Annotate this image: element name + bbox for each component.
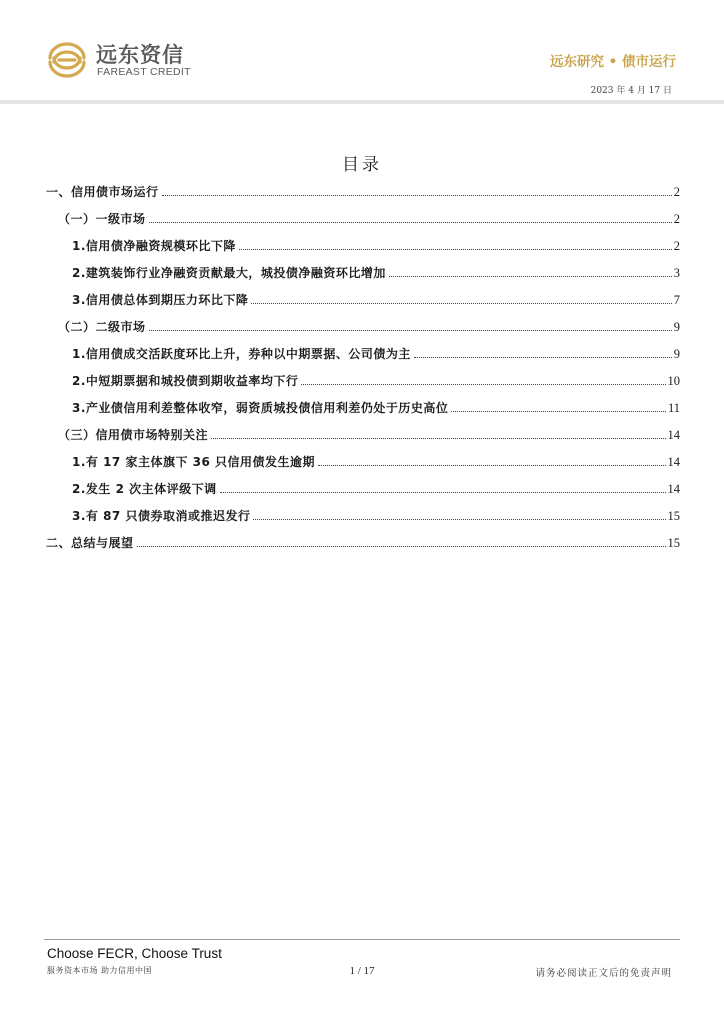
report-series: 远东研究 • 债市运行	[549, 54, 676, 70]
page-header	[0, 0, 724, 108]
footer-slogan-chinese: 服务资本市场 助力信用中国	[47, 966, 153, 975]
toc-leader-dots	[211, 437, 665, 439]
toc-leader-dots	[301, 383, 665, 385]
toc-entry[interactable]	[72, 288, 680, 308]
toc-entry-page: 10	[667, 374, 680, 388]
toc-entry[interactable]	[72, 450, 680, 470]
toc-entry[interactable]	[58, 207, 680, 227]
toc-entry[interactable]	[72, 504, 680, 524]
toc-entry[interactable]	[46, 180, 680, 200]
header-divider	[0, 100, 724, 104]
company-logo	[44, 38, 194, 82]
toc-entry-text: 1.有 17 家主体旗下 36 只信用债发生逾期	[72, 455, 316, 469]
toc-entry-page: 15	[667, 509, 680, 523]
toc-entry-page: 15	[667, 536, 680, 550]
toc-entry-page: 14	[667, 428, 680, 442]
toc-entry-page: 11	[667, 401, 680, 415]
toc-leader-dots	[451, 410, 666, 412]
toc-entry-page: 7	[673, 293, 680, 307]
toc-leader-dots	[162, 194, 672, 196]
toc-leader-dots	[149, 221, 672, 223]
toc-entry-text: （一）一级市场	[58, 212, 146, 226]
toc-entry-text: 3.有 87 只债券取消或推迟发行	[72, 509, 251, 523]
toc-entry-text: （二）二级市场	[58, 320, 146, 334]
toc-entry-page: 2	[673, 185, 680, 199]
toc-entry-page: 3	[673, 266, 680, 280]
toc-entry-text: 1.信用债成交活跃度环比上升，券种以中期票据、公司债为主	[72, 347, 411, 361]
logo-chinese-name: 远东资信	[96, 43, 184, 67]
toc-entry-page: 2	[673, 212, 680, 226]
toc-entry[interactable]	[58, 423, 680, 443]
toc-entry-text: 二、总结与展望	[46, 536, 134, 550]
report-date: 2023 年 4 月 17 日	[590, 86, 672, 96]
toc-entry[interactable]	[72, 234, 680, 254]
toc-entry-page: 14	[667, 482, 680, 496]
toc-entry[interactable]	[72, 477, 680, 497]
toc-leader-dots	[253, 518, 665, 520]
footer-slogan: Choose FECR, Choose Trust	[47, 946, 222, 961]
toc-entry-text: 2.中短期票据和城投债到期收益率均下行	[72, 374, 299, 388]
toc-entry-text: （三）信用债市场特别关注	[58, 428, 209, 442]
footer-disclaimer: 请务必阅读正文后的免责声明	[535, 968, 672, 979]
toc-entry-text: 一、信用债市场运行	[46, 185, 159, 199]
toc-entry[interactable]	[72, 369, 680, 389]
toc-title: 目录	[342, 155, 382, 175]
page-number: 1 / 17	[349, 965, 375, 977]
toc-entry-page: 9	[673, 320, 680, 334]
toc-leader-dots	[414, 356, 672, 358]
toc-entry-text: 2.发生 2 次主体评级下调	[72, 482, 217, 496]
toc-leader-dots	[239, 248, 672, 250]
toc-entry-text: 1.信用债净融资规模环比下降	[72, 239, 236, 253]
toc-entry[interactable]	[72, 342, 680, 362]
toc-leader-dots	[251, 302, 671, 304]
toc-entry-page: 2	[673, 239, 680, 253]
toc-entry-text: 2.建筑装饰行业净融资贡献最大，城投债净融资环比增加	[72, 266, 386, 280]
toc-leader-dots	[318, 464, 665, 466]
toc-leader-dots	[389, 275, 672, 277]
toc-leader-dots	[137, 545, 666, 547]
toc-entry-text: 3.信用债总体到期压力环比下降	[72, 293, 249, 307]
logo-english-name: FAREAST CREDIT	[97, 66, 191, 78]
toc-entry[interactable]	[46, 531, 680, 551]
toc-leader-dots	[220, 491, 666, 493]
toc-leader-dots	[149, 329, 672, 331]
toc-entry-page: 14	[667, 455, 680, 469]
toc-entry[interactable]	[72, 396, 680, 416]
fareast-logo-icon	[44, 38, 90, 82]
toc-entry-page: 9	[673, 347, 680, 361]
toc-entry[interactable]	[58, 315, 680, 335]
toc-entry-text: 3.产业债信用利差整体收窄，弱资质城投债信用利差仍处于历史高位	[72, 401, 449, 415]
footer-divider	[44, 939, 680, 940]
toc-entry[interactable]	[72, 261, 680, 281]
